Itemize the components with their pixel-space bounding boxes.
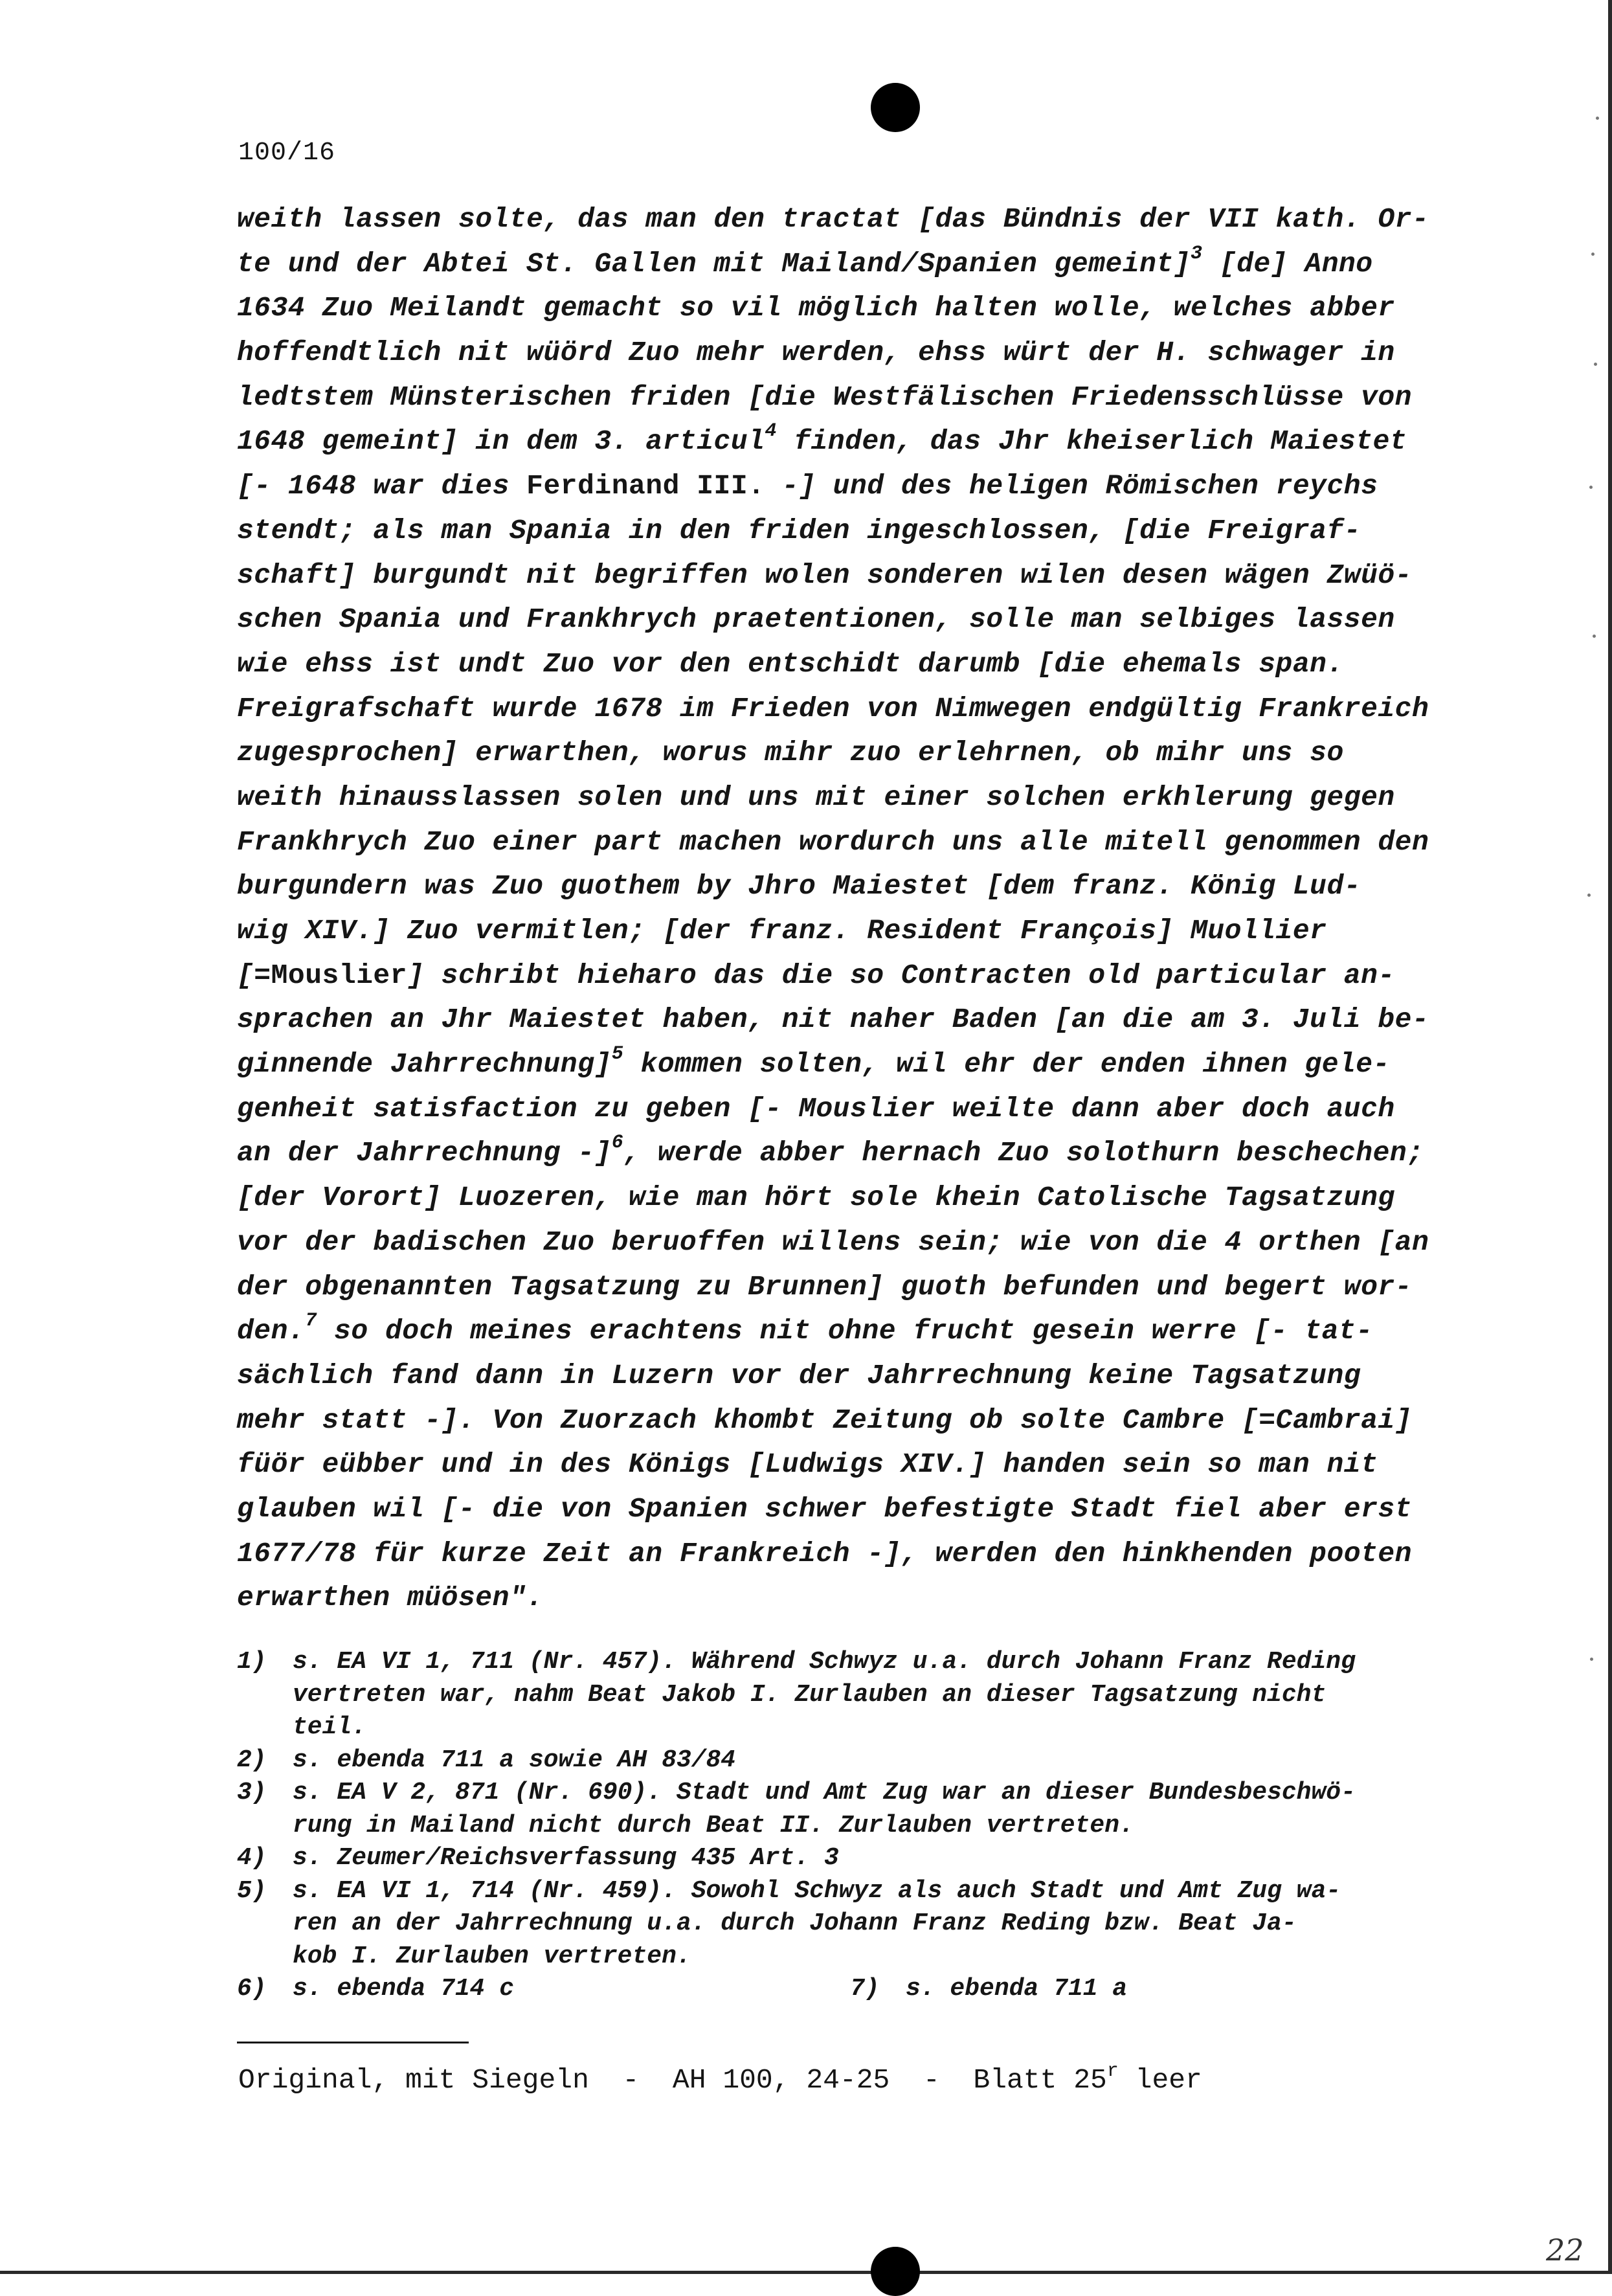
body-line: burgundern was Zuo guothem by Jhro Maiestet [dem franz. König Lud- <box>237 870 1361 903</box>
body-line: 1634 Zuo Meilandt gemacht so vil möglich halten wolle, welches abber <box>237 292 1395 324</box>
body-line: zugesprochen] erwarthen, worus mihr zuo erlehrnen, ob mihr uns so <box>237 737 1344 769</box>
body-line: füör eübber und in des Königs [Ludwigs XIV.] handen sein so man nit <box>237 1448 1378 1481</box>
body-line: an der Jahrrechnung -]$^6$, werde abber hernach Zuo solothurn beschechen; <box>237 1132 1424 1169</box>
body-text <box>237 197 1467 1621</box>
body-line: sächlich fand dann in Luzern vor der Jahrrechnung keine Tagsatzung <box>237 1359 1361 1391</box>
footnote-ref: 4 <box>765 420 777 443</box>
body-line: weith hinausslassen solen und uns mit einer solchen erkhlerung gegen <box>237 781 1395 813</box>
scan-speck <box>1587 894 1591 897</box>
footnote-line: ren an der Jahrrechnung u.a. durch Johann Franz Reding bzw. Beat Ja- <box>293 1909 1297 1937</box>
punch-hole-top <box>871 83 920 132</box>
body-line: wig XIV.] Zuo vermitlen; [der franz. Resident François] Muollier <box>237 915 1327 947</box>
footer-divider <box>237 2042 469 2043</box>
footer-source-note <box>238 2060 1202 2096</box>
footnote-number: 4) <box>237 1844 267 1872</box>
footnote-line: vertreten war, nahm Beat Jakob I. Zurlauben an dieser Tagsatzung nicht <box>293 1680 1327 1709</box>
footnote-number: 6) <box>237 1975 267 2003</box>
footnote-number: 2) <box>237 1746 267 1774</box>
footnote-ref: 6 <box>611 1132 624 1154</box>
body-line: mehr statt -]. Von Zuorzach khombt Zeitung ob solte Cambre [=Cambrai] <box>237 1404 1412 1436</box>
scan-speck <box>1590 1658 1593 1661</box>
body-line: Freigrafschaft wurde 1678 im Frieden von Nimwegen endgültig Frankreich <box>237 692 1429 725</box>
punch-hole-bottom <box>871 2247 920 2296</box>
body-line: schen Spania und Frankhrych praetentionen, solle man selbiges lassen <box>237 603 1395 636</box>
emphasized-name: Ferdinand III. <box>526 470 765 502</box>
scan-speck <box>1594 363 1597 366</box>
body-line: schaft] burgundt nit begriffen wolen sonderen wilen desen wägen Zwüö- <box>237 559 1412 591</box>
body-line: hoffendtlich nit wüörd Zuo mehr werden, ehss würt der H. schwager in <box>237 337 1395 369</box>
footnote-line: 5) s. EA VI 1, 714 (Nr. 459). Sowohl Schwyz als auch Stadt und Amt Zug wa- <box>237 1875 1480 1908</box>
scan-speck <box>1593 635 1596 638</box>
body-line: glauben wil [- die von Spanien schwer befestigte Stadt fiel aber erst <box>237 1492 1412 1525</box>
footnote-number: 7) <box>850 1975 880 2003</box>
body-line: 1677/78 für kurze Zeit an Frankreich -], werden den hinkhenden pooten <box>237 1537 1412 1570</box>
footnote-ref: 7 <box>305 1310 317 1333</box>
body-line: 1648 gemeint] in dem 3. articul$^4$ finden, das Jhr kheiserlich Maiestet <box>237 420 1407 458</box>
footnote-inline: 7) s. ebenda 711 a <box>850 1973 1127 2006</box>
footnotes <box>237 1646 1480 2006</box>
body-line: [der Vorort] Luozeren, wie man hört sole khein Catolische Tagsatzung <box>237 1182 1395 1214</box>
footer-text-after: leer <box>1118 2064 1202 2096</box>
body-line: Frankhrych Zuo einer part machen wordurch uns alle mitell genommen den <box>237 826 1429 858</box>
body-line: ledtstem Münsterischen friden [die Westfälischen Friedensschlüsse von <box>237 381 1412 413</box>
footnote-ref: 3 <box>1191 242 1203 265</box>
footnote-line: 1) s. EA VI 1, 711 (Nr. 457). Während Schwyz u.a. durch Johann Franz Reding <box>237 1646 1480 1679</box>
body-line: stendt; als man Spania in den friden ingeschlossen, [die Freigraf- <box>237 514 1361 546</box>
footnote-number: 3) <box>237 1779 267 1806</box>
footnote-number: 5) <box>237 1876 267 1905</box>
handwritten-page-number: 22 <box>1546 2233 1584 2268</box>
footnote-line: 6) s. ebenda 714 c 7) s. ebenda 711 a <box>237 1973 1480 2006</box>
emphasized-name: Mouslier <box>271 959 408 991</box>
footnote-line: 3) s. EA V 2, 871 (Nr. 690). Stadt und Amt Zug war an dieser Bundesbeschwö- <box>237 1777 1480 1810</box>
footnote-line: rung in Mailand nicht durch Beat II. Zurlauben vertreten. <box>293 1811 1134 1840</box>
footer-text-before: Original, mit Siegeln - AH 100, 24-25 - Blatt 25 <box>238 2064 1107 2096</box>
page-edge-right <box>1608 0 1612 2274</box>
body-line: der obgenannten Tagsatzung zu Brunnen] guoth befunden und begert wor- <box>237 1270 1412 1303</box>
body-line: erwarthen müösen". <box>237 1582 544 1614</box>
body-line: [=Mouslier] schribt hieharo das die so Contracten old particular an- <box>237 959 1395 991</box>
body-line: te und der Abtei St. Gallen mit Mailand/Spanien gemeint]$^3$ [de] Anno <box>237 242 1373 280</box>
body-line: den.$^7$ so doch meines erachtens nit ohne frucht gesein werre [- tat- <box>237 1310 1373 1347</box>
body-line: sprachen an Jhr Maiestet haben, nit naher Baden [an die am 3. Juli be- <box>237 1004 1429 1036</box>
page-edge-bottom <box>0 2271 1612 2274</box>
footnote-number: 1) <box>237 1648 267 1676</box>
footnote-line: kob I. Zurlauben vertreten. <box>293 1942 691 1970</box>
footer-sup: r <box>1106 2060 1119 2082</box>
scan-speck <box>1596 117 1599 120</box>
scan-speck <box>1591 253 1595 256</box>
body-line: genheit satisfaction zu geben [- Mouslier weilte dann aber doch auch <box>237 1092 1395 1125</box>
scan-speck <box>1589 486 1593 489</box>
page-number: 100/16 <box>238 139 336 168</box>
footnote-line: 4) s. Zeumer/Reichsverfassung 435 Art. 3 <box>237 1842 1480 1875</box>
footnote-line: teil. <box>293 1713 367 1741</box>
body-line: vor der badischen Zuo beruoffen willens sein; wie von die 4 orthen [an <box>237 1226 1429 1258</box>
footnote-line: 2) s. ebenda 711 a sowie AH 83/84 <box>237 1744 1480 1777</box>
body-line: [- 1648 war dies Ferdinand III. -] und des heligen Römischen reychs <box>237 470 1378 502</box>
body-line: ginnende Jahrrechnung]$^5$ kommen solten, wil ehr der enden ihnen gele- <box>237 1043 1390 1081</box>
body-line: weith lassen solte, das man den tractat [das Bündnis der VII kath. Or- <box>237 203 1429 235</box>
footnote-ref: 5 <box>611 1043 624 1066</box>
body-line: wie ehss ist undt Zuo vor den entschidt darumb [die ehemals span. <box>237 647 1344 680</box>
